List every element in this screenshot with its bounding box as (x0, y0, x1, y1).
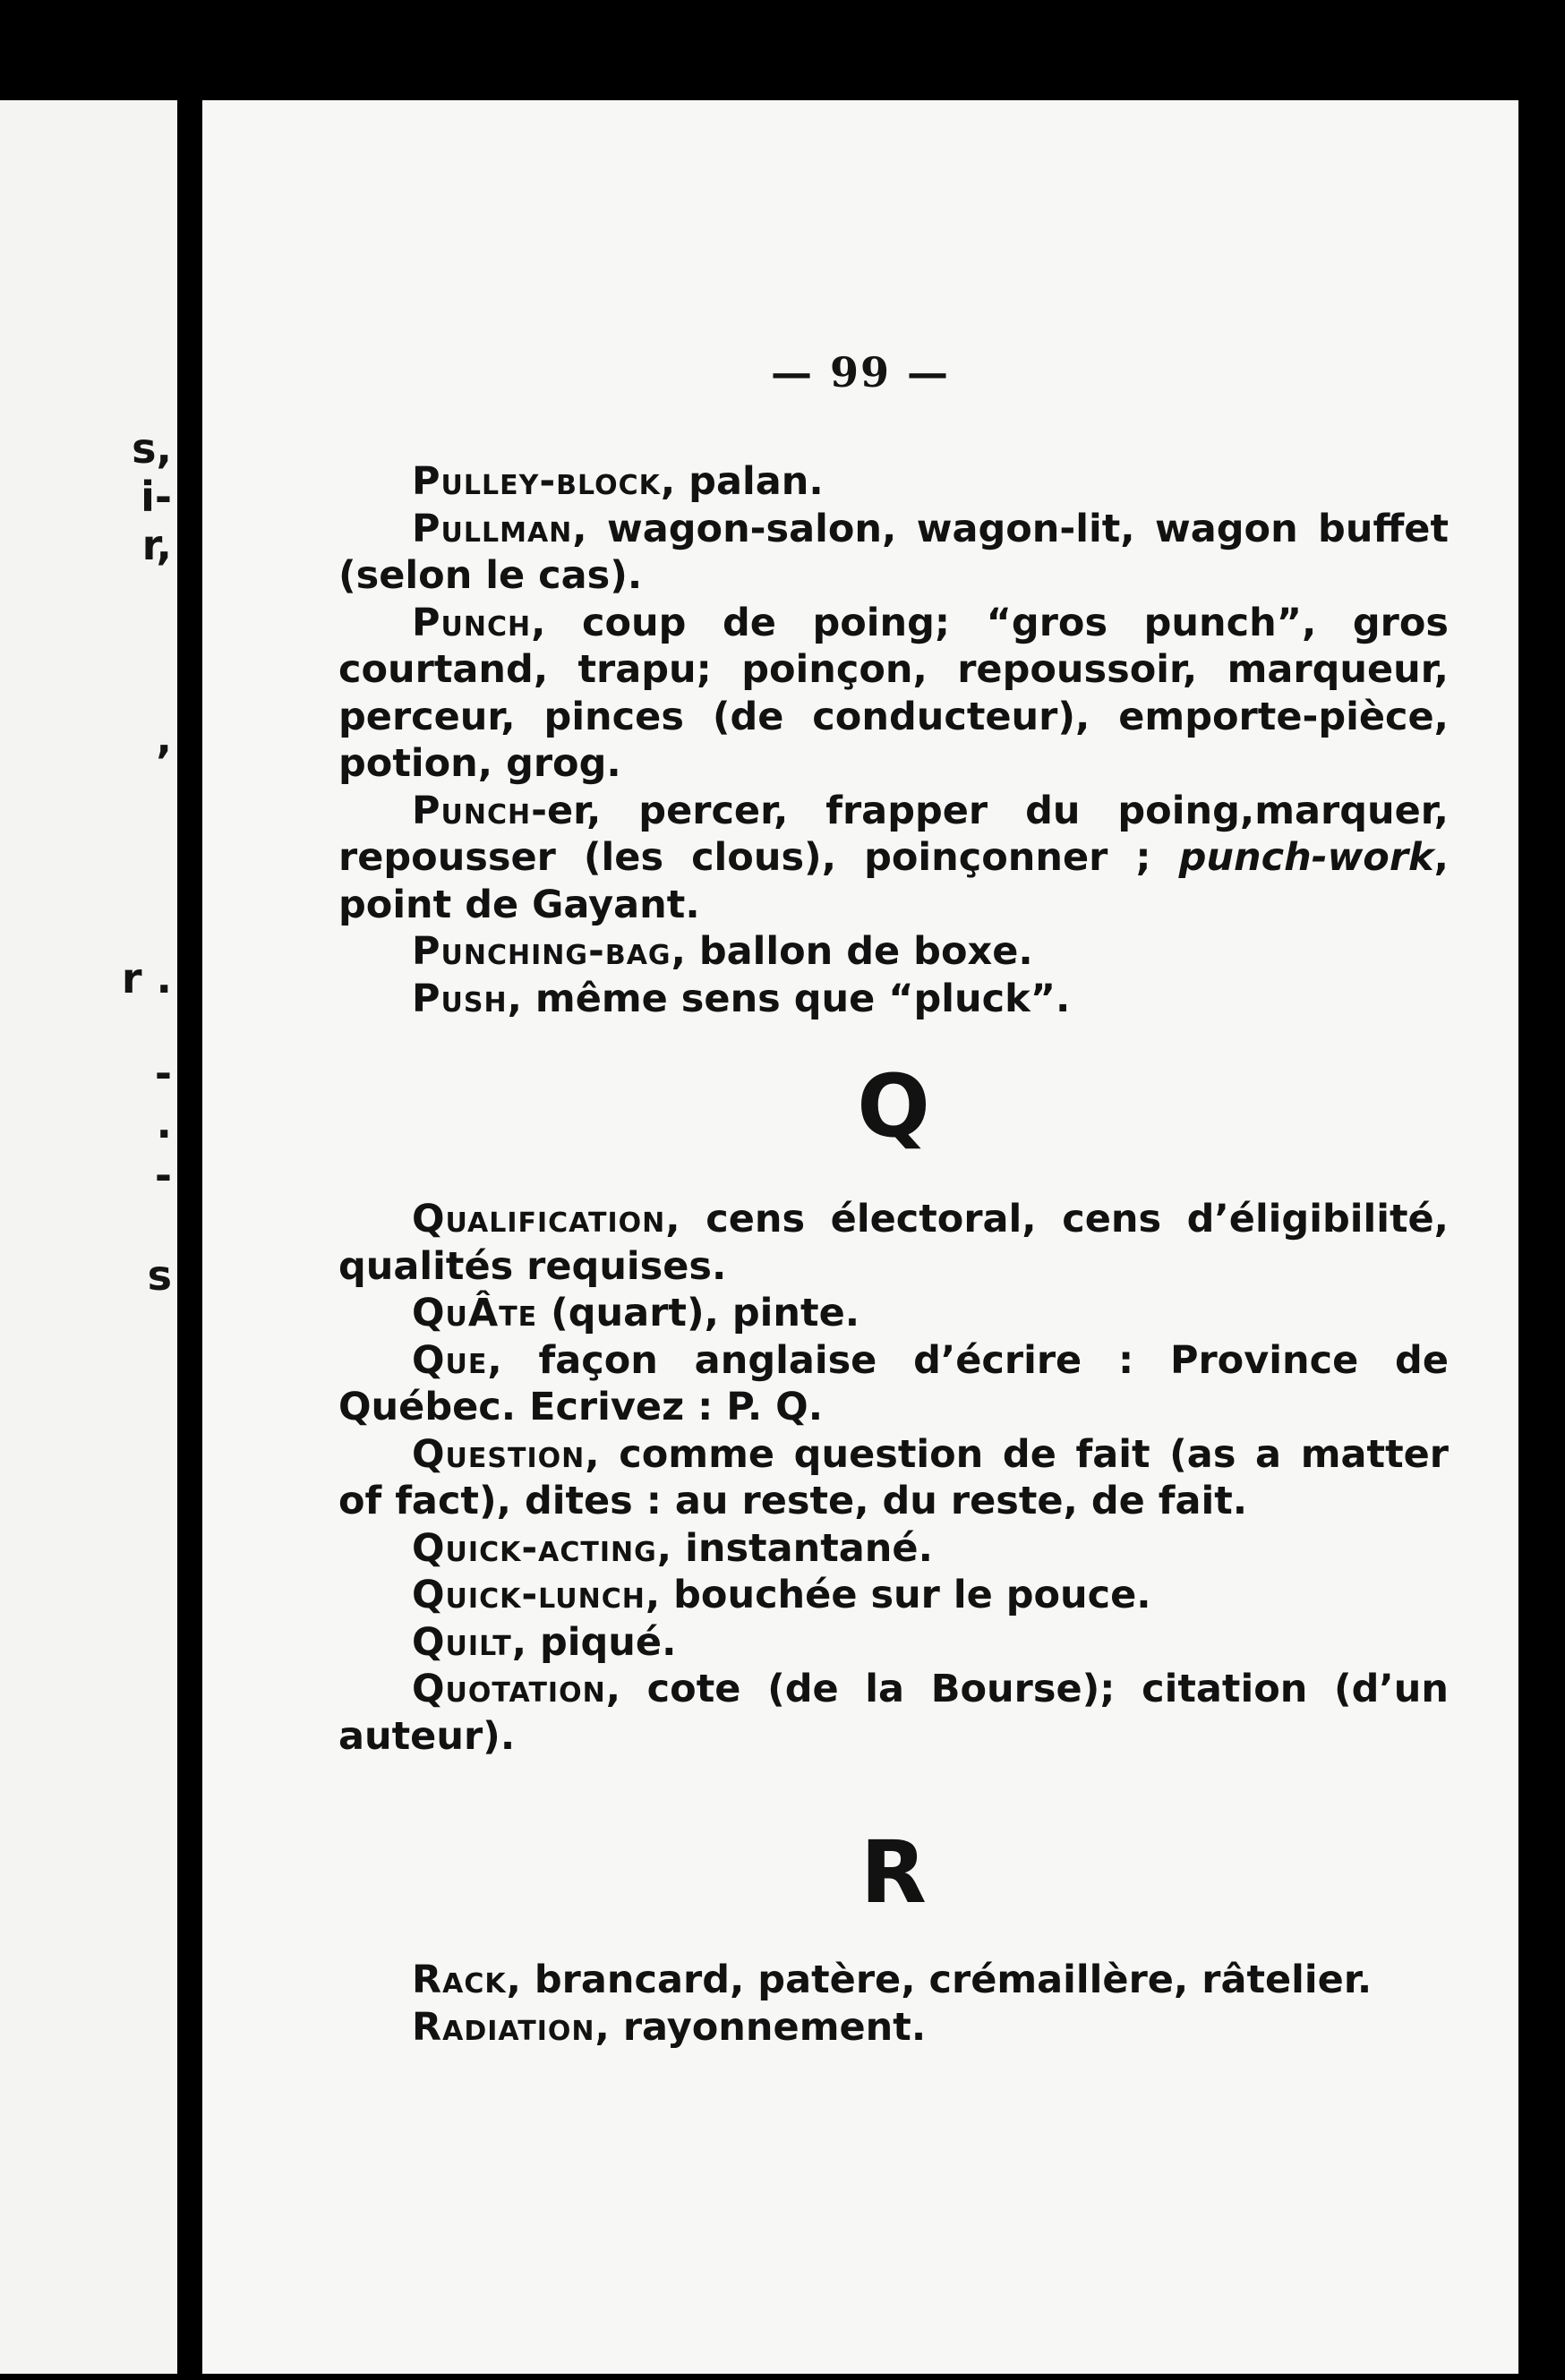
entry-headword: Pullman (412, 506, 573, 551)
entry-definition: (quart), pinte. (537, 1291, 860, 1335)
entry-definition: -er, percer, frapper du poing,marquer, repousser (les clous), poinçonner ; (338, 788, 1449, 880)
left-page-text: r, (141, 521, 172, 569)
section-q (338, 1056, 1449, 1760)
dictionary-entry (338, 1196, 1449, 1290)
dictionary-entry (338, 2004, 1449, 2052)
section-letter-heading: Q (857, 1056, 930, 1156)
entry-headword: Que (412, 1337, 488, 1383)
dictionary-entry (338, 788, 1449, 929)
entry-headword: Push (412, 976, 508, 1021)
dictionary-entry (338, 1572, 1449, 1619)
entry-definition: , coup de poing; “gros punch”, gros courtand, trapu; poinçon, repoussoir, marqueur, perceur, pinces (de conducteur), emporte-pièce, potion, grog. (338, 600, 1449, 786)
section-r (338, 1822, 1449, 2051)
entry-definition: , piqué. (511, 1619, 677, 1665)
page-content (338, 458, 1449, 2051)
dictionary-entry (338, 458, 1449, 506)
entry-definition: , façon anglaise d’écrire : Province de Québec. Ecrivez : P. Q. (338, 1337, 1449, 1429)
entry-headword: Quick-acting (412, 1525, 657, 1571)
entry-headword: Radiation (412, 2004, 595, 2050)
book-page (202, 100, 1518, 2374)
entry-headword: Rack (412, 1958, 507, 2002)
entry-definition: , wagon-salon, wagon-lit, wagon buffet (selon le cas). (338, 506, 1449, 598)
entry-headword: Quick-lunch (412, 1573, 646, 1617)
entry-headword: Question (412, 1431, 586, 1477)
left-page-text: s (147, 1251, 172, 1300)
entry-headword: QuÂte (412, 1291, 538, 1335)
left-page-text: i- (141, 473, 172, 521)
left-page-text: r . (121, 954, 172, 1002)
dictionary-entry (338, 1337, 1449, 1431)
left-page-text: - (154, 1049, 172, 1097)
entry-definition: , ballon de boxe. (671, 929, 1033, 974)
dictionary-entry (338, 600, 1449, 788)
entry-headword: Quotation (412, 1667, 606, 1711)
dictionary-entry (338, 1957, 1449, 2004)
entry-italic-term: punch-work (1178, 835, 1434, 880)
left-page-text: - (154, 1151, 172, 1199)
dictionary-entry (338, 1666, 1449, 1760)
entry-definition: , comme question de fait (as a matter of fact), dites : au reste, du reste, de fait. (338, 1431, 1449, 1523)
entry-headword: Qualification (412, 1197, 666, 1241)
entry-definition: , rayonnement. (594, 2004, 927, 2050)
left-page-text: . (156, 1099, 172, 1147)
section-letter-heading: R (860, 1822, 927, 1923)
entry-headword: Punching-bag (412, 929, 671, 974)
entry-headword: Pulley-block (412, 459, 661, 504)
section-p (338, 458, 1449, 1022)
page-number: — 99 — (770, 348, 951, 397)
entry-headword: Punch (412, 788, 532, 833)
entry-headword: Punch (412, 600, 532, 645)
dictionary-entry (338, 976, 1449, 1023)
entry-headword: Quilt (412, 1619, 512, 1665)
entry-definition: , instantané. (656, 1525, 933, 1571)
entry-definition: , cens électoral, cens d’éligibilité, qualités requises. (338, 1197, 1449, 1289)
dictionary-entry (338, 1525, 1449, 1573)
entry-definition: , bouchée sur le pouce. (645, 1573, 1151, 1617)
dictionary-entry (338, 1619, 1449, 1667)
entry-definition: , cote (de la Bourse); citation (d’un auteur). (338, 1667, 1449, 1759)
dictionary-entry (338, 506, 1449, 600)
dictionary-entry (338, 928, 1449, 976)
left-page-fragment (0, 100, 177, 2374)
entry-definition: , brancard, patère, crémaillère, râtelier. (506, 1958, 1373, 2002)
left-page-text: , (156, 714, 172, 763)
entry-definition: , même sens que “pluck”. (507, 976, 1071, 1021)
entry-definition: , palan. (660, 459, 824, 504)
dictionary-entry (338, 1431, 1449, 1525)
dictionary-entry (338, 1290, 1449, 1337)
entry-definition: , point de Gayant. (338, 835, 1449, 927)
left-page-text: s, (132, 424, 172, 473)
